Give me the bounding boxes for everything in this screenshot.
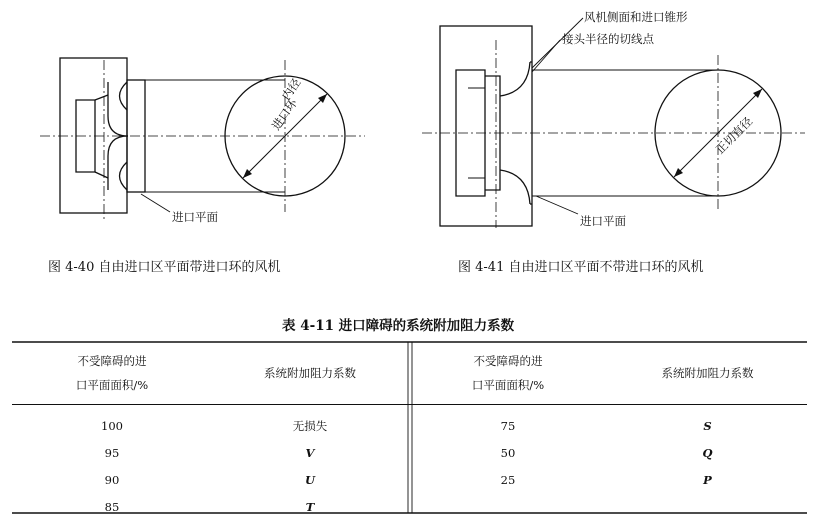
resistance-table xyxy=(12,342,807,520)
cell-coef: 无损失 xyxy=(292,418,328,433)
cell-coef: U xyxy=(304,472,316,487)
cell-coef: Q xyxy=(702,445,713,460)
header-area-2 xyxy=(408,342,608,405)
fig41-caption: 图 4-41 自由进口区平面不带进口环的风机 xyxy=(458,260,704,275)
table-header-row xyxy=(12,342,807,405)
cell-area: 100 xyxy=(101,418,123,433)
cell-area: 90 xyxy=(104,472,120,487)
cell-area: 85 xyxy=(104,499,120,514)
cell-area: 25 xyxy=(500,472,516,487)
cell-coef: T xyxy=(305,499,315,514)
header-area-2-line2: 口平面面积/% xyxy=(471,378,545,392)
fig41-label-side: 风机侧面和进口锥形 xyxy=(584,10,688,24)
cell-coef xyxy=(608,493,807,520)
header-area-1 xyxy=(12,342,212,405)
fig41-label-plane: 进口平面 xyxy=(580,214,626,228)
cell-area xyxy=(408,493,608,520)
cell-coef: S xyxy=(703,418,712,433)
table-row xyxy=(12,439,807,466)
cell-coef: P xyxy=(703,472,712,487)
fig40-caption: 图 4-40 自由进口区平面带进口环的风机 xyxy=(48,260,281,275)
cell-area: 95 xyxy=(104,445,120,460)
table-row xyxy=(12,466,807,493)
header-area-1-line1: 不受障碍的进 xyxy=(77,354,147,368)
fig40-label-inner-line2: 进口环 xyxy=(268,96,301,133)
header-coef-2: 系统附加阻力系数 xyxy=(608,342,807,405)
cell-area: 50 xyxy=(500,445,516,460)
fig40-fan-diagram xyxy=(40,58,365,222)
fig40-housing xyxy=(60,58,127,213)
fig41-label-tangent: 接头半径的切线点 xyxy=(562,32,654,46)
fig41-label-diameter: 正切直径 xyxy=(712,114,756,157)
cell-area: 75 xyxy=(500,418,516,433)
fig40-label-inner-line1: 内径 xyxy=(278,75,304,103)
fig41-housing xyxy=(440,26,532,226)
header-coef-1: 系统附加阻力系数 xyxy=(212,342,408,405)
table-title: 表 4-11 进口障碍的系统附加阻力系数 xyxy=(282,318,515,334)
cell-coef: V xyxy=(305,445,315,460)
fig40-label-plane: 进口平面 xyxy=(172,210,218,224)
table-row xyxy=(12,405,807,440)
table-row xyxy=(12,493,807,520)
header-area-2-line1: 不受障碍的进 xyxy=(473,354,543,368)
header-area-1-line2: 口平面面积/% xyxy=(75,378,149,392)
